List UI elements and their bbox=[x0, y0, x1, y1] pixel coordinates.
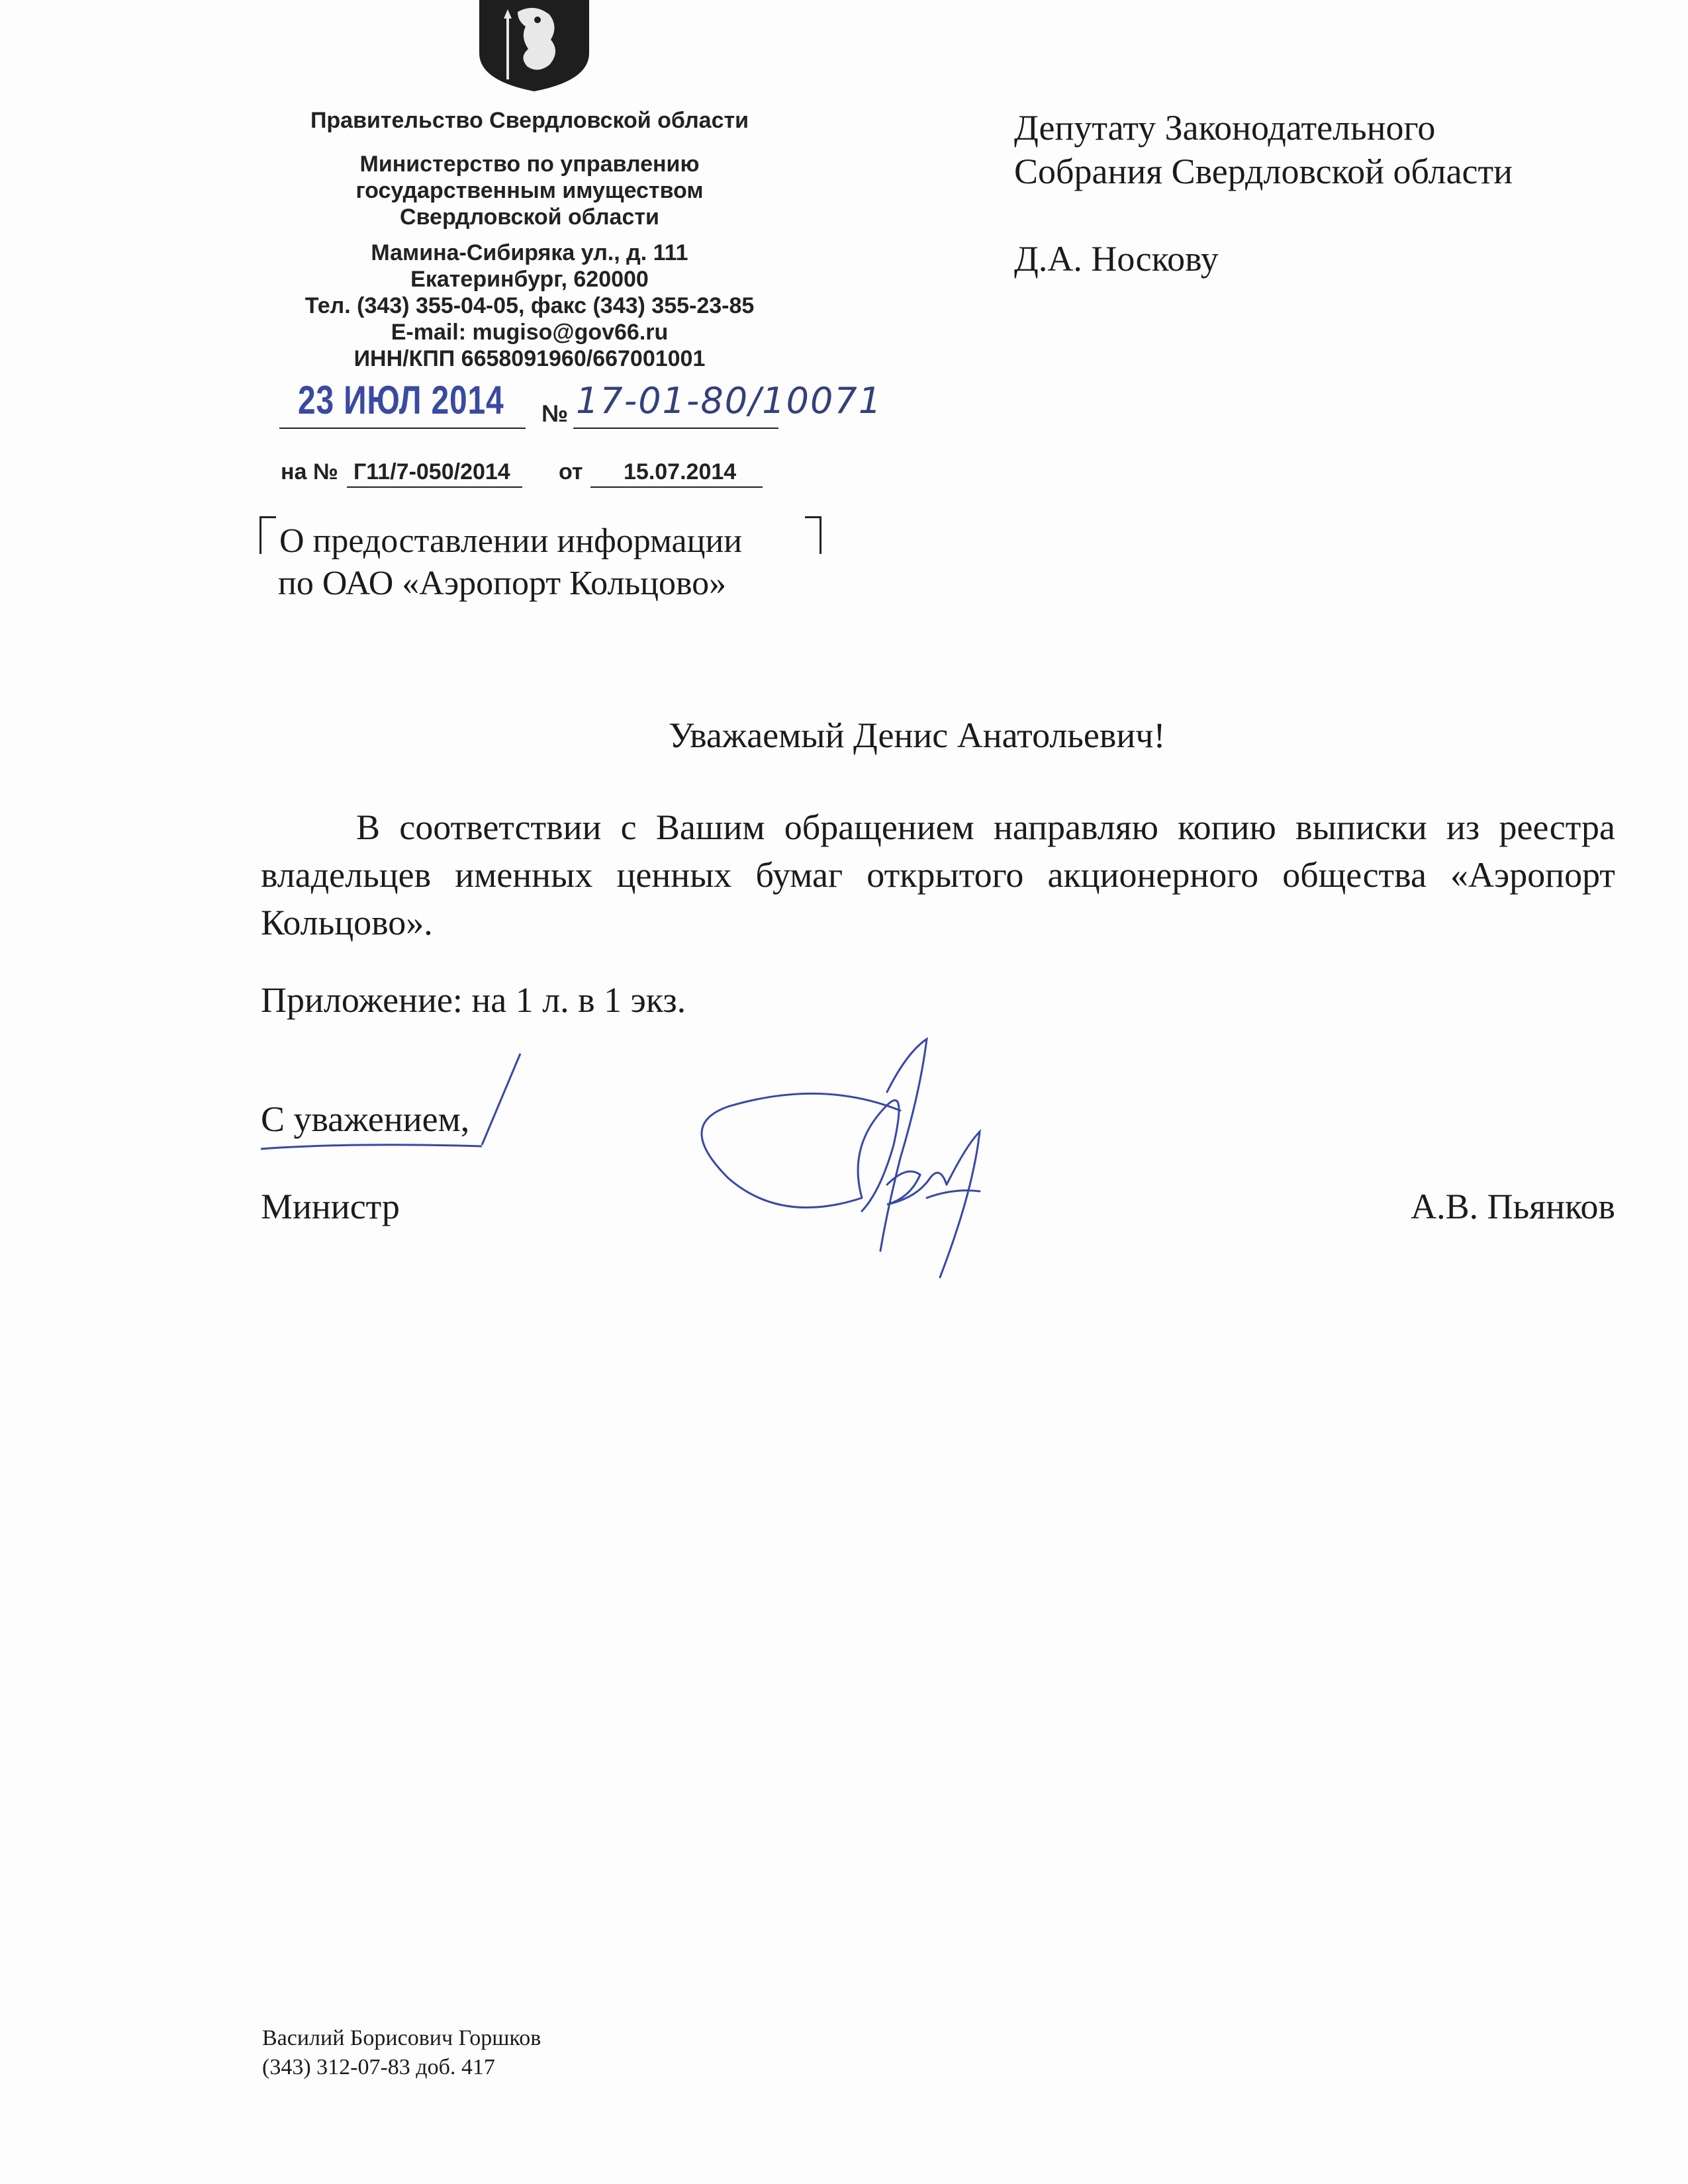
email: E-mail: mugiso@gov66.ru bbox=[391, 320, 669, 345]
ministry-name-line-3: Свердловской области bbox=[400, 205, 659, 230]
inn-kpp: ИНН/КПП 6658091960/667001001 bbox=[353, 346, 706, 371]
letterhead bbox=[265, 0, 794, 397]
signatory-name: А.В. Пьянков bbox=[1411, 1187, 1615, 1226]
subject-line-1: О предоставлении информации bbox=[279, 522, 743, 560]
ministry-name-line-2: государственным имуществом bbox=[355, 178, 704, 203]
ministry-name-line-1: Министерство по управлению bbox=[359, 152, 700, 177]
number-label: № bbox=[541, 400, 569, 427]
reply-number-label: на № bbox=[281, 459, 338, 484]
body-paragraph-text: В соответствии с Вашим обращением направляю копию выписки из реестра владельцев именных ценных бумаг открытого акционерного общества «Аэропорт Кольцово». bbox=[261, 807, 1615, 942]
closing: С уважением, bbox=[261, 1099, 470, 1139]
executor bbox=[262, 2024, 541, 2082]
date-underline bbox=[279, 428, 526, 429]
signatory-position: Министр bbox=[261, 1187, 400, 1226]
closing-pen-mark bbox=[259, 1046, 538, 1152]
phone-fax: Тел. (343) 355-04-05, факс (343) 355-23-85 bbox=[305, 293, 755, 318]
outgoing-number-handwritten: 17-01-80/10071 bbox=[576, 380, 883, 422]
number-underline bbox=[573, 428, 778, 429]
from-label: от bbox=[559, 459, 583, 484]
appendix-note: Приложение: на 1 л. в 1 экз. bbox=[261, 980, 686, 1020]
addressee-line-2: Собрания Свердловской области bbox=[1014, 152, 1513, 191]
address-city: Екатеринбург, 620000 bbox=[410, 267, 649, 292]
reply-number: Г11/7-050/2014 bbox=[347, 459, 522, 488]
date-stamp: 23 ИЮЛ 2014 bbox=[298, 378, 504, 422]
address-street: Мамина-Сибиряка ул., д. 111 bbox=[371, 240, 688, 265]
body-paragraph bbox=[261, 803, 1615, 946]
addressee bbox=[1014, 106, 1513, 281]
subject bbox=[278, 520, 821, 605]
executor-name: Василий Борисович Горшков bbox=[262, 2026, 541, 2050]
greeting: Уважаемый Денис Анатольевич! bbox=[669, 715, 1166, 755]
addressee-line-1: Депутату Законодательного bbox=[1014, 108, 1436, 148]
subject-line-2: по ОАО «Аэропорт Кольцово» bbox=[278, 565, 727, 602]
reply-date: 15.07.2014 bbox=[590, 459, 763, 488]
addressee-name: Д.А. Носкову bbox=[1014, 239, 1219, 279]
executor-phone: (343) 312-07-83 доб. 417 bbox=[262, 2055, 495, 2079]
government-name: Правительство Свердловской области bbox=[310, 108, 749, 133]
handwritten-signature bbox=[688, 1032, 1059, 1310]
subject-bracket-left bbox=[259, 516, 276, 554]
